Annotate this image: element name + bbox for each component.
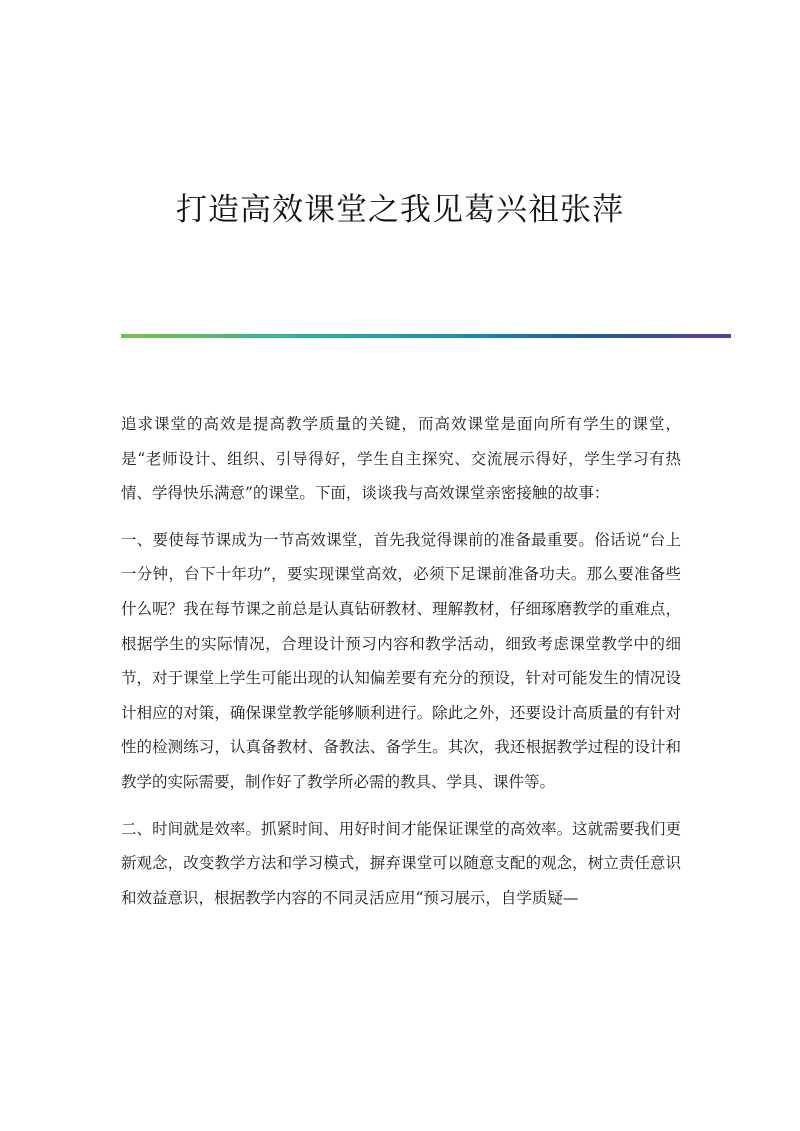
document-body [121, 407, 681, 927]
paragraph-intro: 追求课堂的高效是提高教学质量的关键，而高效课堂是面向所有学生的课堂，是“老师设计、组织、引导得好，学生自主探究、交流展示得好，学生学习有热情、学得快乐满意”的课堂。下面，谈谈我与高效课堂亲密接触的故事： [121, 415, 681, 503]
title-divider [121, 334, 731, 338]
document-title: 打造高效课堂之我见葛兴祖张萍 [176, 192, 624, 228]
paragraph-section-2: 二、时间就是效率。抓紧时间、用好时间才能保证课堂的高效率。这就需要我们更新观念，改变教学方法和学习模式，摒弃课堂可以随意支配的观念，树立责任意识和效益意识，根据教学内容的不同灵活应用“预习展示，自学质疑— [121, 819, 681, 907]
paragraph-section-1: 一、要使每节课成为一节高效课堂，首先我觉得课前的准备最重要。俗话说“台上一分钟，台下十年功”，要实现课堂高效，必须下足课前准备功夫。那么要准备些什么呢？我在每节课之前总是认真钻研教材、理解教材，仔细琢磨教学的重难点，根据学生的实际情况，合理设计预习内容和教学活动，细致考虑课堂教学中的细节，对于课堂上学生可能出现的认知偏差要有充分的预设，针对可能发生的情况设计相应的对策，确保课堂教学能够顺利进行。除此之外，还要设计高质量的有针对性的检测练习，认真备教材、备教法、备学生。其次，我还根据教学过程的设计和教学的实际需要，制作好了教学所必需的教具、学具、课件等。 [121, 530, 681, 791]
